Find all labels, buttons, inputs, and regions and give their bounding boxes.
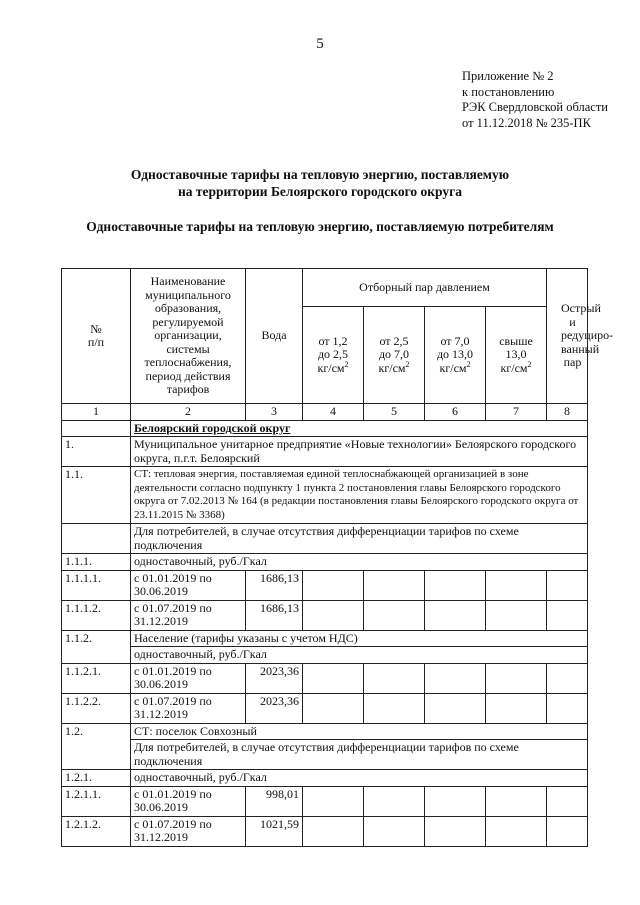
table-row — [62, 467, 588, 524]
table-row — [62, 600, 588, 630]
p2-unit: кг/см — [378, 360, 406, 375]
cell-empty — [303, 600, 364, 630]
cell-empty — [364, 570, 425, 600]
row-number: 1.1. — [62, 467, 131, 524]
table-row — [62, 693, 588, 723]
period: с 01.01.2019 по 30.06.2019 — [131, 786, 246, 816]
row-number: 1.1.1.1. — [62, 570, 131, 600]
header-p4 — [486, 306, 547, 403]
annex-block — [462, 69, 608, 131]
col-number: 1 — [62, 404, 131, 421]
row-number: 1. — [62, 437, 131, 467]
header-p3 — [425, 306, 486, 403]
cell-empty — [547, 600, 588, 630]
table-row — [62, 524, 588, 554]
period: с 01.07.2019 по 31.12.2019 — [131, 600, 246, 630]
row-number: 1.1.2.2. — [62, 693, 131, 723]
water-value: 2023,36 — [246, 693, 303, 723]
system-description: СТ: поселок Совхозный — [131, 723, 588, 740]
water-value: 1686,13 — [246, 600, 303, 630]
row-number: 1.2.1. — [62, 770, 131, 787]
cell-empty — [425, 786, 486, 816]
col-number: 5 — [364, 404, 425, 421]
period: с 01.07.2019 по 31.12.2019 — [131, 816, 246, 846]
table-row — [62, 647, 588, 664]
p1-line: до 2,5 — [317, 347, 349, 362]
cell-empty — [547, 570, 588, 600]
population-description: Население (тарифы указаны с учетом НДС) — [131, 630, 588, 647]
table-row — [62, 554, 588, 571]
cell-empty — [486, 600, 547, 630]
cell-empty — [425, 816, 486, 846]
cell-empty — [303, 663, 364, 693]
cell-empty — [62, 420, 131, 437]
col-number: 4 — [303, 404, 364, 421]
header-sharp-steam: Острый и редуциро-ванный пар — [547, 269, 588, 404]
organization-name: Муниципальное унитарное предприятие «Новые технологии» Белоярского городского округа, п.г.т. Белоярский — [131, 437, 588, 467]
unit-sup: 2 — [527, 359, 532, 369]
cell-empty — [425, 600, 486, 630]
cell-empty — [547, 816, 588, 846]
cell-empty — [62, 524, 131, 554]
header-p2 — [364, 306, 425, 403]
p2-line: до 7,0 — [378, 347, 410, 362]
cell-empty — [486, 570, 547, 600]
document-subtitle: Одноставочные тарифы на тепловую энергию, поставляемую потребителям — [86, 219, 554, 234]
unit-sup: 2 — [466, 359, 471, 369]
district-name: Белоярский городской округ — [131, 420, 588, 437]
consumers-description: Для потребителей, в случае отсутствия дифференциации тарифов по схеме подключения — [131, 524, 588, 554]
cell-empty — [547, 786, 588, 816]
p3-unit: кг/см — [439, 360, 467, 375]
p3-line — [428, 359, 482, 376]
period: с 01.01.2019 по 30.06.2019 — [131, 570, 246, 600]
header-num-line: п/п — [87, 335, 105, 349]
row-number: 1.2.1.2. — [62, 816, 131, 846]
table-row — [62, 770, 588, 787]
annex-line: РЭК Свердловской области — [462, 100, 608, 114]
rate-type: одноставочный, руб./Гкал — [131, 770, 588, 787]
rate-type: одноставочный, руб./Гкал — [131, 554, 588, 571]
row-number: 1.1.1. — [62, 554, 131, 571]
cell-empty — [425, 570, 486, 600]
cell-empty — [486, 786, 547, 816]
unit-sup: 2 — [344, 359, 349, 369]
row-number: 1.1.2.1. — [62, 663, 131, 693]
cell-empty — [364, 600, 425, 630]
cell-empty — [364, 663, 425, 693]
p3-line: от 7,0 — [440, 333, 470, 348]
header-num-line: № — [90, 321, 102, 336]
cell-empty — [547, 693, 588, 723]
table-row — [62, 663, 588, 693]
table-row — [62, 437, 588, 467]
system-description: СТ: тепловая энергия, поставляемая единой теплоснабжающей организацией в зоне деятельности согласно подпункту 1 пункта 2 постановления главы Белоярского городского округа от 7.02.2013 № 164 (в редакции постановления главы Белоярского городского округа от 23.11.2015 № 3368) — [131, 467, 588, 524]
p2-line: от 2,5 — [379, 333, 409, 348]
table-row — [62, 816, 588, 846]
header-num — [62, 269, 131, 404]
consumers-description: Для потребителей, в случае отсутствия дифференциации тарифов по схеме подключения — [131, 740, 588, 770]
water-value: 1686,13 — [246, 570, 303, 600]
cell-empty — [364, 816, 425, 846]
p2-line — [367, 359, 421, 376]
cell-empty — [303, 693, 364, 723]
page-number: 5 — [316, 36, 324, 52]
annex-line: Приложение № 2 — [462, 69, 554, 83]
p4-unit: кг/см — [500, 360, 528, 375]
col-number: 6 — [425, 404, 486, 421]
p3-line: до 13,0 — [436, 347, 474, 362]
cell-empty — [486, 663, 547, 693]
p4-line: 13,0 — [505, 347, 527, 362]
annex-line: к постановлению — [462, 84, 555, 99]
cell-empty — [547, 663, 588, 693]
cell-empty — [364, 693, 425, 723]
cell-empty — [364, 786, 425, 816]
p4-line: свыше — [499, 333, 533, 348]
p1-line: от 1,2 — [318, 333, 348, 348]
header-water: Вода — [246, 269, 303, 404]
water-value: 1021,59 — [246, 816, 303, 846]
header-p1 — [303, 306, 364, 403]
p1-unit: кг/см — [317, 360, 345, 375]
rate-type: одноставочный, руб./Гкал — [131, 647, 588, 664]
row-number: 1.1.1.2. — [62, 600, 131, 630]
annex-line: от 11.12.2018 № 235-ПК — [462, 115, 591, 130]
period: с 01.01.2019 по 30.06.2019 — [131, 663, 246, 693]
table-row — [62, 630, 588, 647]
cell-empty — [303, 786, 364, 816]
cell-empty — [486, 693, 547, 723]
period: с 01.07.2019 по 31.12.2019 — [131, 693, 246, 723]
water-value: 2023,36 — [246, 663, 303, 693]
col-number: 7 — [486, 404, 547, 421]
title-line: Одноставочные тарифы на тепловую энергию, поставляемую — [130, 167, 510, 182]
cell-empty — [486, 816, 547, 846]
col-number: 8 — [547, 404, 588, 421]
title-line: на территории Белоярского городского округа — [177, 184, 462, 199]
cell-empty — [425, 693, 486, 723]
cell-empty — [303, 816, 364, 846]
cell-empty — [303, 570, 364, 600]
table-row — [62, 420, 588, 437]
header-steam-group: Отборный пар давлением — [303, 269, 547, 307]
p1-line — [306, 359, 360, 376]
water-value: 998,01 — [246, 786, 303, 816]
tariff-table — [61, 268, 614, 847]
col-number: 2 — [131, 404, 246, 421]
p4-line — [489, 359, 543, 376]
row-number: 1.2. — [62, 723, 131, 770]
document-title — [0, 166, 640, 200]
header-row — [62, 269, 588, 307]
column-number-row — [62, 404, 588, 421]
row-number: 1.1.2. — [62, 630, 131, 663]
table-row — [62, 723, 588, 740]
table-row — [62, 740, 588, 770]
cell-empty — [425, 663, 486, 693]
table-row — [62, 786, 588, 816]
unit-sup: 2 — [405, 359, 410, 369]
header-name: Наименование муниципального образования, регулируемой организации, системы теплоснабжения, период действия тарифов — [131, 269, 246, 404]
row-number: 1.2.1.1. — [62, 786, 131, 816]
table-row — [62, 570, 588, 600]
col-number: 3 — [246, 404, 303, 421]
